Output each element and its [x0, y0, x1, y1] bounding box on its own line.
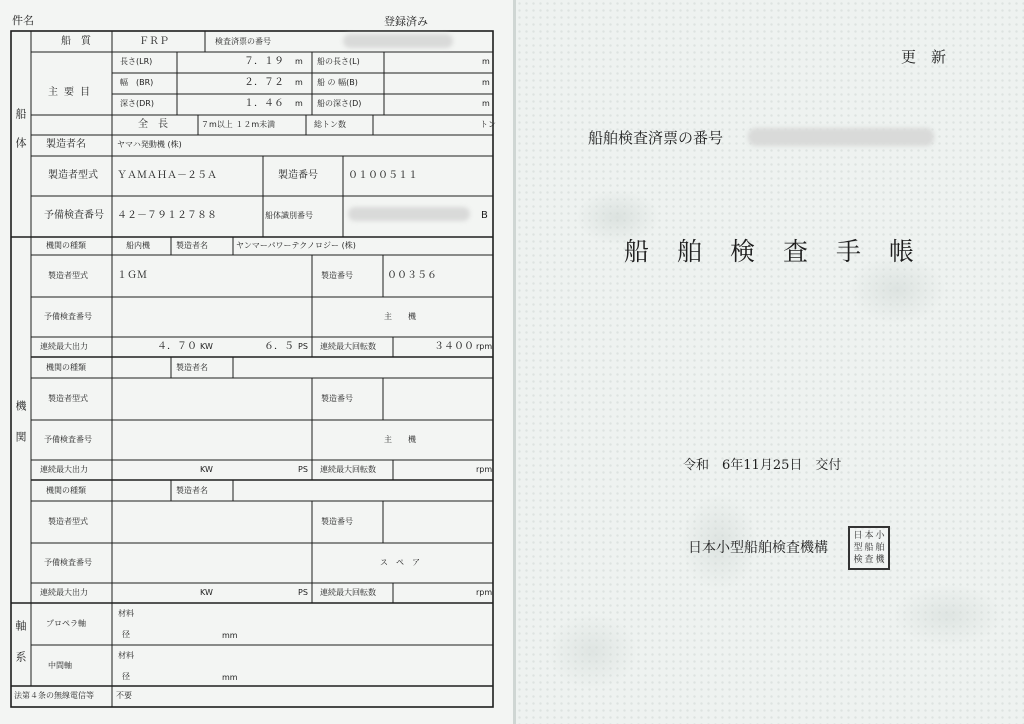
- main-dimensions-label: 主要目: [48, 87, 96, 98]
- engine2-role: 主 機: [384, 435, 416, 444]
- overall-length-value: ７m以上 １２m未満: [201, 120, 276, 129]
- engine1-kw-value: ４．７０: [157, 341, 197, 352]
- engine3-type-label: 機関の種類: [46, 486, 86, 495]
- engine1-maker-label: 製造者名: [176, 241, 208, 250]
- inspected-number-label: 検査済票の番号: [215, 37, 271, 46]
- seal-char: 検: [853, 555, 863, 565]
- ship-length-label: 船の長さ(L): [317, 57, 360, 66]
- propeller-diameter-unit: mm: [222, 631, 238, 640]
- hull-id-suffix: B: [481, 210, 488, 221]
- breadth-br-value: ２．７２: [244, 77, 284, 88]
- seal-char: 舶: [875, 543, 885, 553]
- engine3-serial-label: 製造番号: [321, 517, 353, 526]
- seal-char: 査: [864, 555, 874, 565]
- engine3-model-label: 製造者型式: [48, 517, 88, 526]
- issue-date: 令和 6年11月25日 交付: [683, 458, 842, 473]
- manufacturer-label: 製造者名: [46, 139, 86, 150]
- propeller-material-label: 材料: [118, 609, 134, 618]
- engine1-model-label: 製造者型式: [48, 271, 88, 280]
- gross-tonnage-unit: トン: [480, 120, 496, 129]
- engine3-rpm-unit: rpm: [476, 588, 493, 597]
- section-label-engine: 機関: [14, 400, 27, 462]
- hull-serial-value: ０１００５１１: [348, 170, 418, 181]
- hull-serial-label: 製造番号: [278, 170, 318, 181]
- hull-model-value: ＹＡＭＡＨＡ－２５Ａ: [117, 170, 217, 181]
- engine1-role: 主 機: [384, 312, 416, 321]
- seal-char: 船: [864, 543, 874, 553]
- engine2-rpm-unit: rpm: [476, 465, 493, 474]
- redacted-registration: [343, 34, 453, 48]
- redacted-inspection-number: [748, 128, 934, 146]
- engine2-kw-unit: KW: [200, 465, 213, 474]
- redacted-hull-id: [348, 207, 470, 221]
- radio-requirement-value: 不要: [116, 691, 132, 700]
- document-title: 船舶検査手帳: [624, 237, 943, 266]
- ship-depth-label: 船の深さ(D): [317, 99, 362, 108]
- engine1-pre-label: 予備検査番号: [44, 312, 92, 321]
- radio-requirement-label: 法第４条の無線電信等: [14, 691, 94, 700]
- engine2-rpm-label: 連続最大回転数: [320, 465, 376, 474]
- ship-breadth-label: 船 の 幅(B): [317, 78, 358, 87]
- engine1-serial-value: ００３５６: [387, 270, 437, 281]
- engine1-type-label: 機関の種類: [46, 241, 86, 250]
- registered-label: 登録済み: [384, 15, 428, 28]
- intermediate-diameter-unit: mm: [222, 673, 238, 682]
- engine3-ps-unit: PS: [298, 588, 308, 597]
- seal-char: 機: [875, 555, 885, 565]
- ship-depth-unit: m: [482, 99, 490, 108]
- seal-char: 日: [853, 531, 863, 541]
- engine1-type-value: 船内機: [126, 241, 150, 250]
- renewal-label: 更 新: [901, 48, 947, 66]
- engine3-pre-label: 予備検査番号: [44, 558, 92, 567]
- engine3-kw-unit: KW: [200, 588, 213, 597]
- intermediate-diameter-label: 径: [122, 672, 130, 681]
- engine1-ps-unit: PS: [298, 342, 308, 351]
- depth-dr-label: 深さ(DR): [120, 99, 154, 108]
- engine1-ps-value: ６．５: [264, 341, 294, 352]
- ship-length-unit: m: [482, 57, 490, 66]
- engine3-role: ス ペ ア: [380, 558, 420, 567]
- engine1-rpm-value: ３４００: [434, 341, 474, 352]
- hull-pre-inspection-label: 予備検査番号: [44, 210, 104, 221]
- inspection-number-label: 船舶検査済票の番号: [588, 129, 724, 147]
- breadth-br-label: 幅 (BR): [120, 78, 154, 87]
- engine3-rpm-label: 連続最大回転数: [320, 588, 376, 597]
- section-label-hull: 船体: [14, 108, 27, 166]
- intermediate-material-label: 材料: [118, 651, 134, 660]
- engine1-maker-value: ヤンマーパワーテクノロジー (株): [236, 241, 356, 250]
- hull-pre-inspection-value: ４２－７９１２７８８: [117, 210, 217, 221]
- engine2-output-label: 連続最大出力: [40, 465, 88, 474]
- ship-breadth-unit: m: [482, 78, 490, 87]
- propeller-diameter-label: 径: [122, 630, 130, 639]
- engine1-output-label: 連続最大出力: [40, 342, 88, 351]
- section-label-shaft: 軸系: [14, 620, 27, 682]
- hull-model-label: 製造者型式: [48, 170, 98, 181]
- engine2-ps-unit: PS: [298, 465, 308, 474]
- subject-label: 件名: [12, 14, 34, 27]
- gross-tonnage-label: 総トン数: [314, 120, 346, 129]
- seal-char: 型: [853, 543, 863, 553]
- engine1-rpm-label: 連続最大回転数: [320, 342, 376, 351]
- hull-material-value: ＦＲＰ: [139, 36, 169, 47]
- engine3-output-label: 連続最大出力: [40, 588, 88, 597]
- engine1-rpm-unit: rpm: [476, 342, 493, 351]
- length-lr-value: ７．１９: [244, 56, 284, 67]
- issuer-name: 日本小型船舶検査機構: [688, 540, 828, 556]
- manufacturer-value: ヤマハ発動機 (株): [117, 140, 182, 149]
- right-page: [516, 0, 1024, 724]
- seal-char: 本: [864, 531, 874, 541]
- overall-length-label: 全 長: [138, 119, 168, 130]
- intermediate-shaft-label: 中間軸: [48, 661, 72, 670]
- depth-dr-unit: m: [295, 99, 303, 108]
- engine2-serial-label: 製造番号: [321, 394, 353, 403]
- engine2-pre-label: 予備検査番号: [44, 435, 92, 444]
- length-lr-unit: m: [295, 57, 303, 66]
- engine2-model-label: 製造者型式: [48, 394, 88, 403]
- breadth-br-unit: m: [295, 78, 303, 87]
- seal-char: 小: [875, 531, 885, 541]
- depth-dr-value: １．４６: [244, 98, 284, 109]
- official-seal: [848, 526, 890, 570]
- engine3-maker-label: 製造者名: [176, 486, 208, 495]
- engine1-serial-label: 製造番号: [321, 271, 353, 280]
- hull-id-label: 船体識別番号: [265, 211, 313, 220]
- engine2-maker-label: 製造者名: [176, 363, 208, 372]
- length-lr-label: 長さ(LR): [120, 57, 153, 66]
- propeller-shaft-label: プロペラ軸: [46, 619, 86, 628]
- engine1-kw-unit: KW: [200, 342, 213, 351]
- hull-material-label: 船 質: [61, 36, 91, 47]
- engine2-type-label: 機関の種類: [46, 363, 86, 372]
- engine1-model-value: １ＧＭ: [117, 270, 147, 281]
